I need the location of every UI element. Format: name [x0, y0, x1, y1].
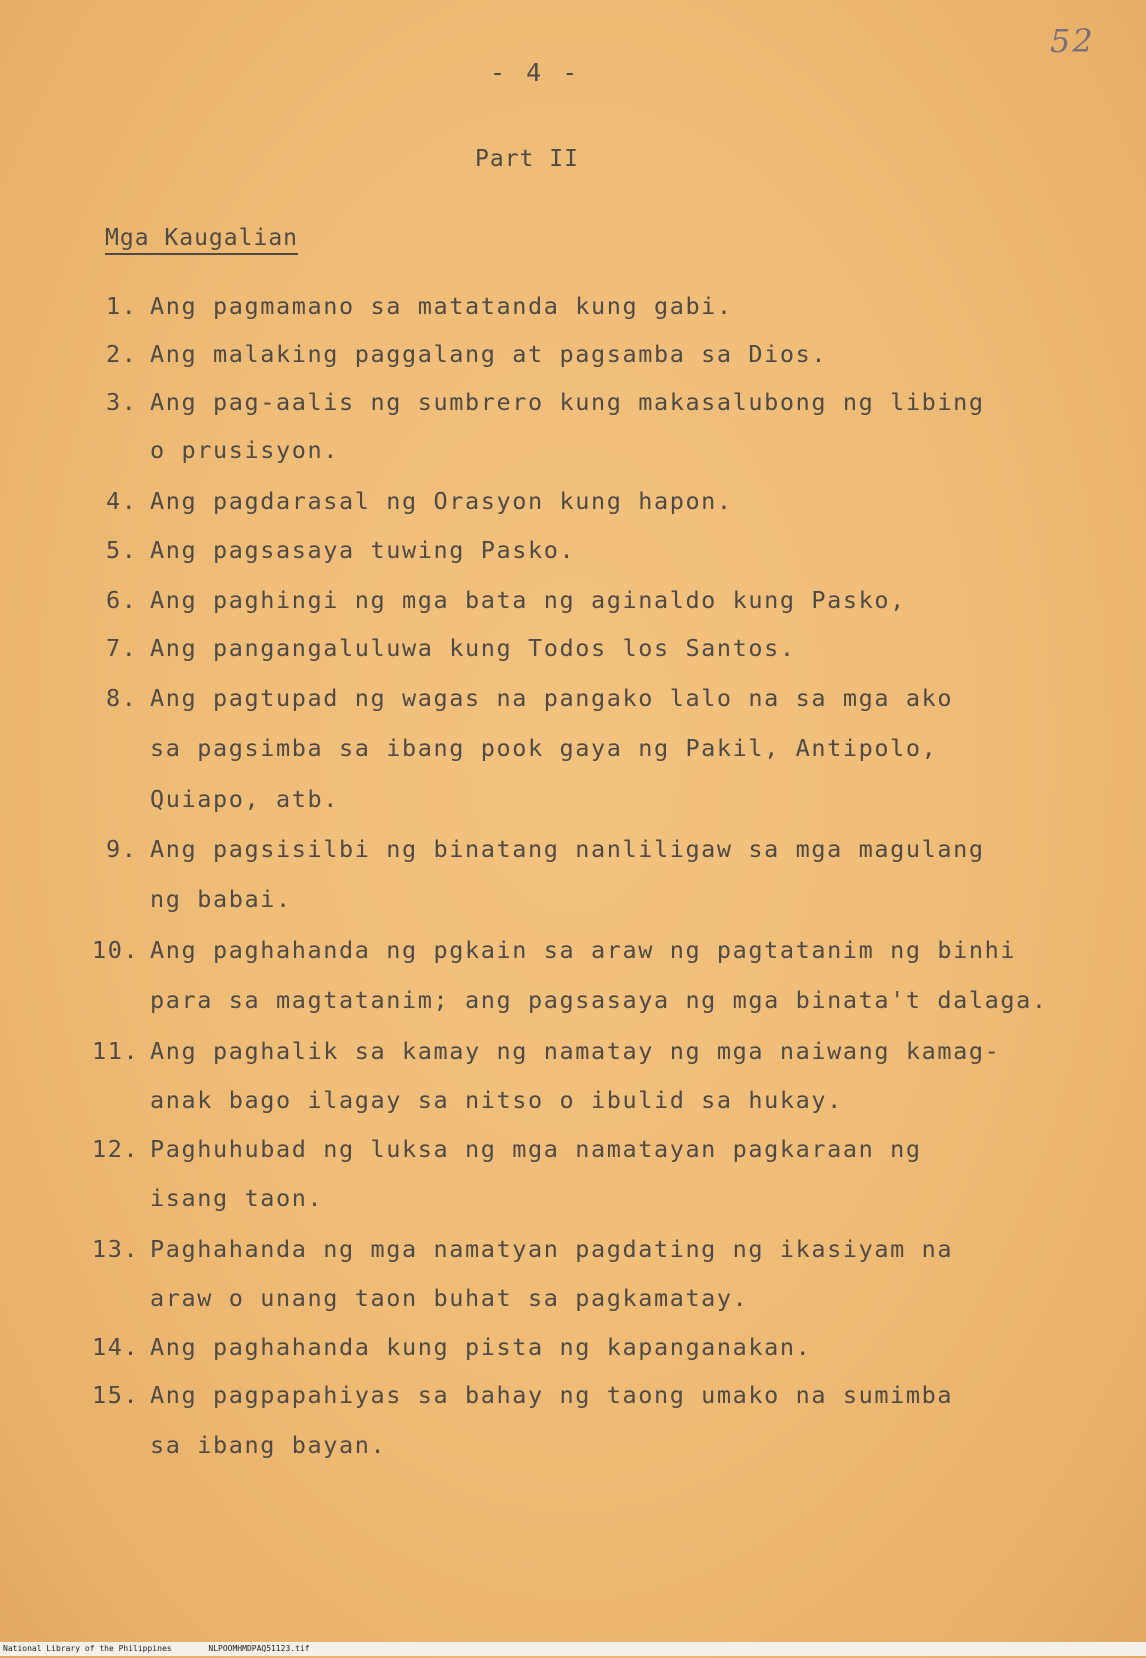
list-item-line: [92, 1235, 953, 1263]
list-item-number: 9.: [106, 835, 138, 863]
list-item-line: [106, 835, 985, 863]
list-item-number: 6.: [106, 586, 138, 614]
list-item-text: Ang pangangaluluwa kung Todos los Santos.: [150, 634, 796, 662]
list-item-number: 1.: [106, 292, 138, 320]
list-item-number: 7.: [106, 634, 138, 662]
list-item-line: [92, 936, 1016, 964]
list-item-line: [106, 684, 953, 712]
list-item-line: [106, 536, 575, 564]
list-item-text: Ang pagdarasal ng Orasyon kung hapon.: [150, 487, 733, 515]
list-item-line: [92, 1037, 1000, 1065]
list-item-line: [106, 292, 733, 320]
list-item-text: Ang paghahanda ng pgkain sa araw ng pagtatanim ng binhi: [150, 936, 1017, 964]
list-item-number: 3.: [106, 388, 138, 416]
list-item-number: 8.: [106, 684, 138, 712]
list-item-text: Ang pagsisilbi ng binatang nanliligaw sa mga magulang: [150, 835, 985, 863]
list-item-number: 13.: [92, 1235, 140, 1263]
list-item-line: [106, 586, 906, 614]
list-item-line: [92, 1135, 922, 1163]
section-heading: Mga Kaugalian: [105, 225, 299, 251]
list-item-line: anak bago ilagay sa nitso o ibulid sa hukay.: [150, 1086, 843, 1114]
list-item-line: [92, 1381, 953, 1409]
list-item-line: [106, 487, 733, 515]
list-item-text: Ang pagtupad ng wagas na pangako lalo na sa mga ako: [150, 684, 954, 712]
list-item-line: [106, 634, 796, 662]
list-item-text: Ang pagmamano sa matatanda kung gabi.: [150, 292, 733, 320]
list-item-number: 2.: [106, 340, 138, 368]
handwritten-page-number: 52: [1050, 22, 1095, 60]
list-item-text: Ang pag-aalis ng sumbrero kung makasalubong ng libing: [150, 388, 985, 416]
list-item-text: Ang paghahanda kung pista ng kapanganakan.: [150, 1333, 812, 1361]
list-item-text: Paghuhubad ng luksa ng mga namatayan pagkaraan ng: [150, 1135, 922, 1163]
footer-file-id: NLPOOMHMDPAQ51123.tif: [208, 1644, 310, 1653]
list-item-number: 4.: [106, 487, 138, 515]
list-item-number: 15.: [92, 1381, 140, 1409]
list-item-text: Paghahanda ng mga namatyan pagdating ng ikasiyam na: [150, 1235, 954, 1263]
page-number: - 4 -: [490, 58, 581, 87]
list-item-number: 14.: [92, 1333, 140, 1361]
list-item-number: 12.: [92, 1135, 140, 1163]
list-item-number: 11.: [92, 1037, 140, 1065]
list-item-line: sa pagsimba sa ibang pook gaya ng Pakil, Antipolo,: [150, 734, 938, 762]
list-item-line: araw o unang taon buhat sa pagkamatay.: [150, 1284, 749, 1312]
list-item-text: Ang malaking paggalang at pagsamba sa Dios.: [150, 340, 828, 368]
list-item-line: o prusisyon.: [150, 436, 339, 464]
list-item-text: Ang paghingi ng mga bata ng aginaldo kung Pasko,: [150, 586, 906, 614]
list-item-line: sa ibang bayan.: [150, 1431, 387, 1459]
part-title: Part II: [475, 146, 579, 172]
list-item-text: Ang pagsasaya tuwing Pasko.: [150, 536, 576, 564]
list-item-number: 10.: [92, 936, 140, 964]
list-item-line: ng babai.: [150, 885, 292, 913]
list-item-line: isang taon.: [150, 1184, 324, 1212]
list-item-text: Ang pagpapahiyas sa bahay ng taong umako na sumimba: [150, 1381, 954, 1409]
list-item-line: [92, 1333, 811, 1361]
list-item-number: 5.: [106, 536, 138, 564]
list-item-line: [106, 340, 827, 368]
scan-footer: [0, 1642, 1146, 1656]
footer-library: National Library of the Philippines: [3, 1644, 172, 1653]
list-item-line: para sa magtatanim; ang pagsasaya ng mga binata't dalaga.: [150, 986, 1048, 1014]
list-item-line: Quiapo, atb.: [150, 785, 339, 813]
list-item-text: Ang paghalik sa kamay ng namatay ng mga naiwang kamag-: [150, 1037, 1001, 1065]
list-item-line: [106, 388, 985, 416]
